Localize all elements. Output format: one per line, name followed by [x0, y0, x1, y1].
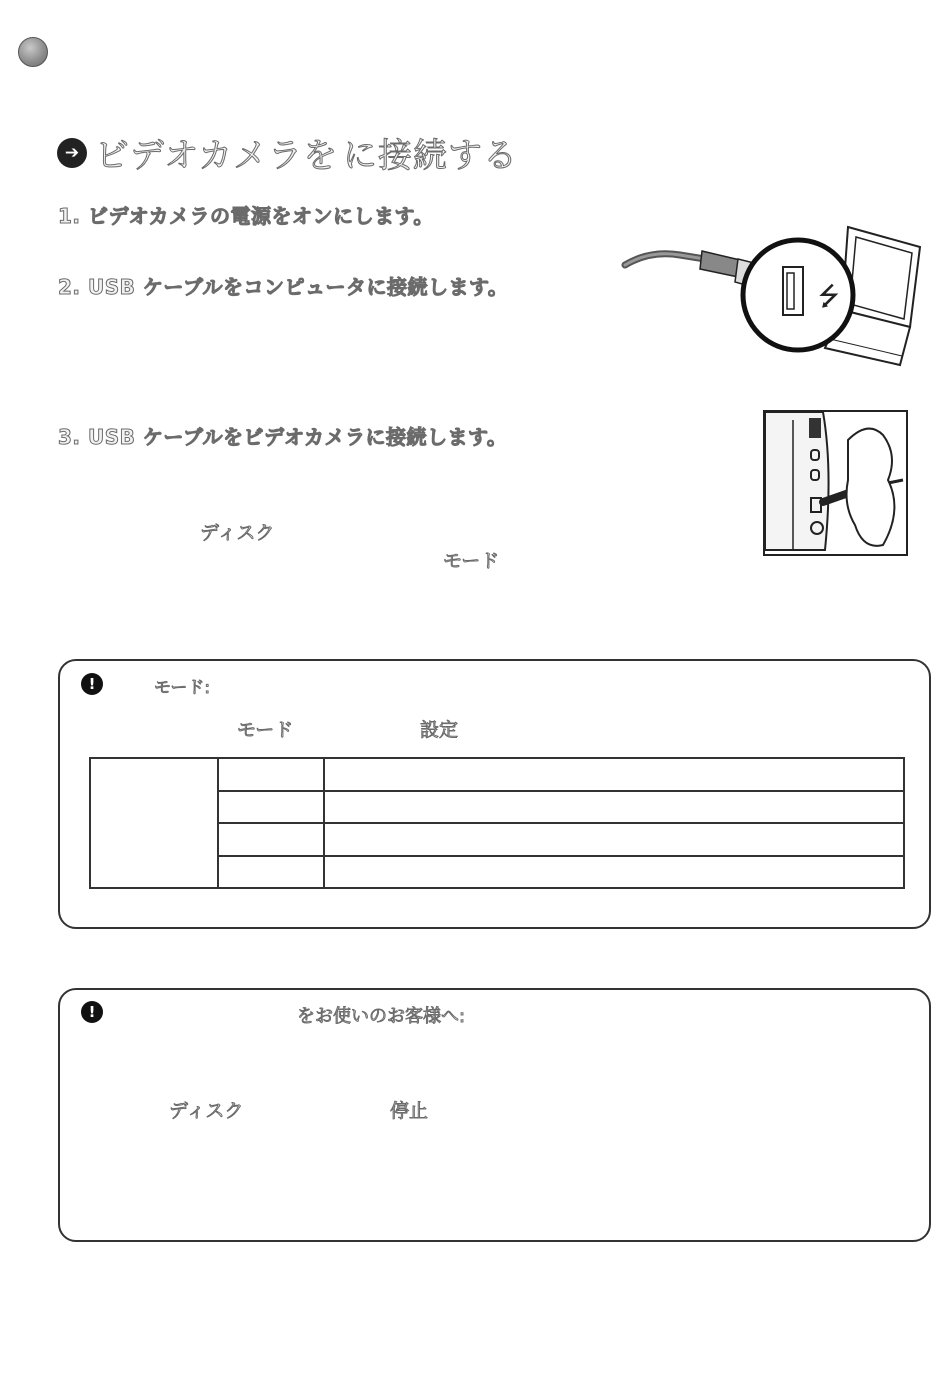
table-cell [218, 791, 324, 824]
table-cell [324, 758, 904, 791]
step3-mode-label: モード [443, 550, 500, 572]
table-cell [218, 856, 324, 889]
setting-column-header: 設定 [420, 719, 459, 741]
table-cell [324, 856, 904, 889]
table-cell [218, 823, 324, 856]
mode-column-header: モード [237, 719, 294, 741]
customer-note-title: をお使いのお客様へ: [297, 1006, 466, 1027]
table-row [90, 758, 904, 791]
step3-disk-label: ディスク [200, 522, 275, 544]
step-2: 2. USB ケーブルをコンピュータに接続します。 [58, 275, 509, 299]
heading-part2: に接続する [343, 136, 518, 176]
page-bullet-icon [18, 37, 48, 67]
usb-laptop-illustration [620, 215, 940, 375]
camera-usb-illustration [763, 410, 908, 556]
heading-part1: ビデオカメラを [95, 136, 339, 176]
exclamation-circle-icon: ! [81, 673, 103, 695]
mode-table [89, 757, 905, 889]
exclamation-circle-icon: ! [81, 1001, 103, 1023]
svg-text:⭍: ⭍ [818, 282, 840, 312]
step-1: 1. ビデオカメラの電源をオンにします。 [58, 204, 434, 228]
table-cell [218, 758, 324, 791]
mode-note-title: モード: [154, 678, 211, 698]
customer-note-stop: 停止 [390, 1100, 429, 1122]
arrow-right-circle-icon: ➔ [57, 138, 87, 168]
table-cell [324, 823, 904, 856]
table-cell [90, 758, 218, 888]
customer-note-disk: ディスク [169, 1100, 244, 1122]
step-3: 3. USB ケーブルをビデオカメラに接続します。 [58, 425, 508, 449]
table-cell [324, 791, 904, 824]
